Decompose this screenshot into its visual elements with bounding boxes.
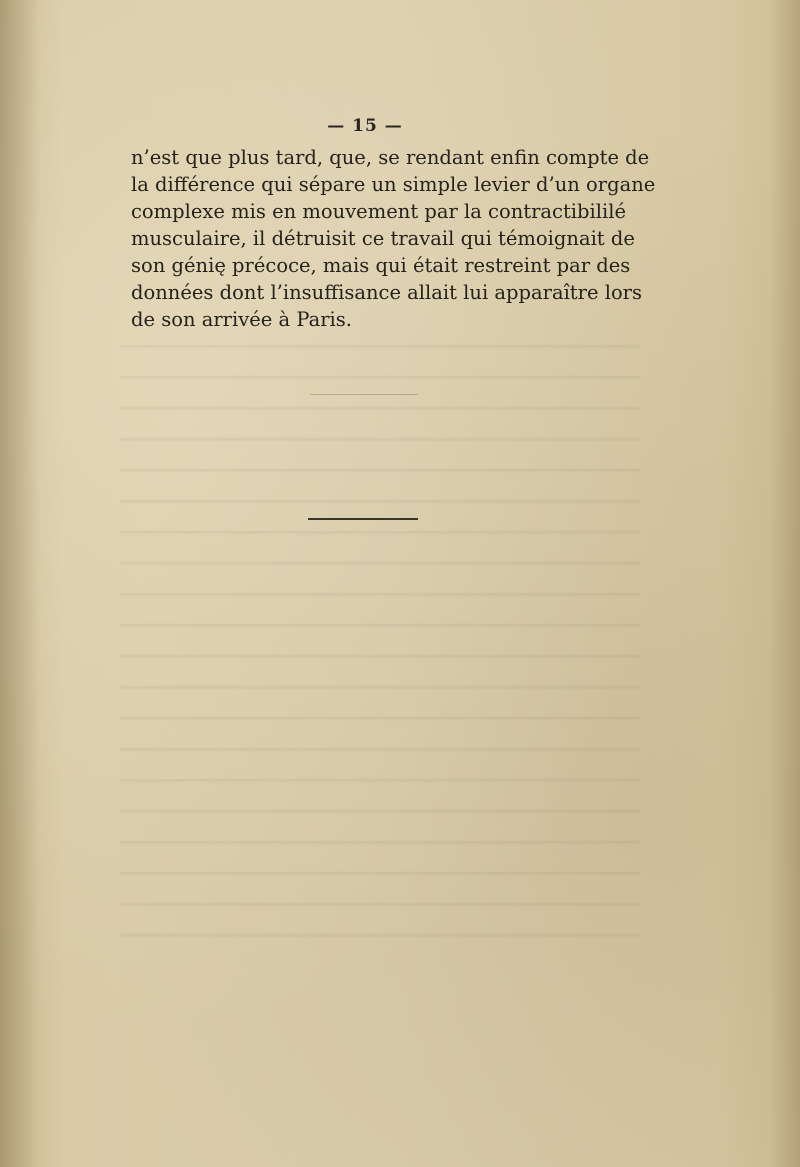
section-end-rule [308, 518, 418, 520]
text-line: données dont l’insuffisance allait lui apparaître lors [131, 281, 643, 304]
text-line: complexe mis en mouvement par la contractibililé [131, 200, 627, 223]
text-line: son génię précoce, mais qui était restreint par des [131, 254, 631, 277]
text-line: n’est que plus tard, que, se rendant enfin compte de [131, 146, 650, 169]
text-line: de son arrivée à Paris. [131, 308, 352, 331]
spine-shadow [0, 0, 40, 1167]
text-line: la différence qui sépare un simple levier d’un organe [131, 173, 656, 196]
page-edge-shadow [770, 0, 800, 1167]
bleed-through-texture [120, 330, 640, 950]
text-line: musculaire, il détruisit ce travail qui témoignait de [131, 227, 635, 250]
body-paragraph [131, 144, 656, 333]
page-number: — 15 — [327, 116, 403, 136]
faint-divider-rule [310, 394, 418, 395]
